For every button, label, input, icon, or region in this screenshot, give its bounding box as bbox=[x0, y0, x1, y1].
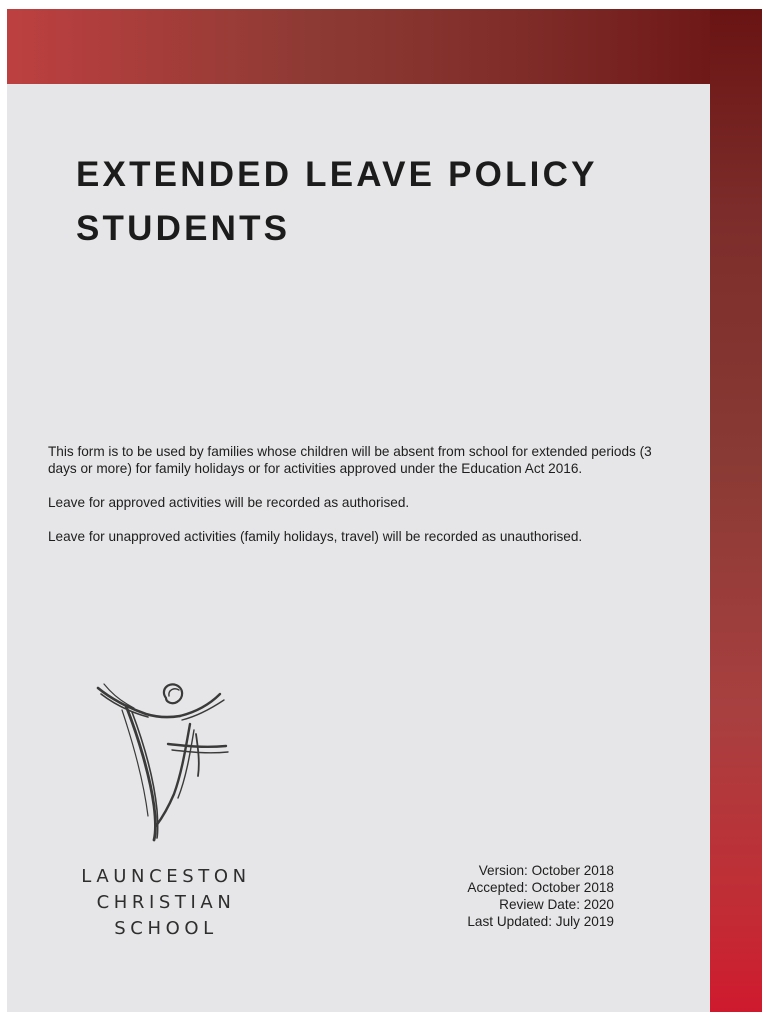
school-name-line-2: CHRISTIAN bbox=[96, 892, 236, 913]
policy-description bbox=[48, 443, 678, 562]
page-title bbox=[76, 148, 696, 256]
paragraph-authorised: Leave for approved activities will be recorded as authorised. bbox=[48, 495, 410, 510]
version-text: Version: October 2018 bbox=[478, 863, 614, 878]
school-name bbox=[76, 864, 256, 942]
paragraph-purpose: This form is to be used by families whose children will be absent from school for extended periods (3 days or more) for family holidays or for activities approved under the Education Act 2016. bbox=[48, 444, 652, 476]
title-line-1: EXTENDED LEAVE POLICY bbox=[76, 155, 598, 194]
school-logo bbox=[76, 676, 256, 946]
paragraph-unauthorised: Leave for unapproved activities (family holidays, travel) will be recorded as unauthorised. bbox=[48, 529, 583, 544]
last-updated-text: Last Updated: July 2019 bbox=[467, 914, 614, 929]
school-name-line-1: LAUNCESTON bbox=[81, 866, 251, 887]
version-info bbox=[400, 862, 614, 930]
red-frame-right bbox=[710, 9, 762, 1012]
title-line-2: STUDENTS bbox=[76, 209, 291, 248]
stick-figure-cross-logo-icon bbox=[94, 676, 234, 844]
school-name-line-3: SCHOOL bbox=[114, 918, 218, 939]
review-date-text: Review Date: 2020 bbox=[499, 897, 614, 912]
accepted-text: Accepted: October 2018 bbox=[467, 880, 614, 895]
red-frame-top bbox=[7, 9, 762, 84]
